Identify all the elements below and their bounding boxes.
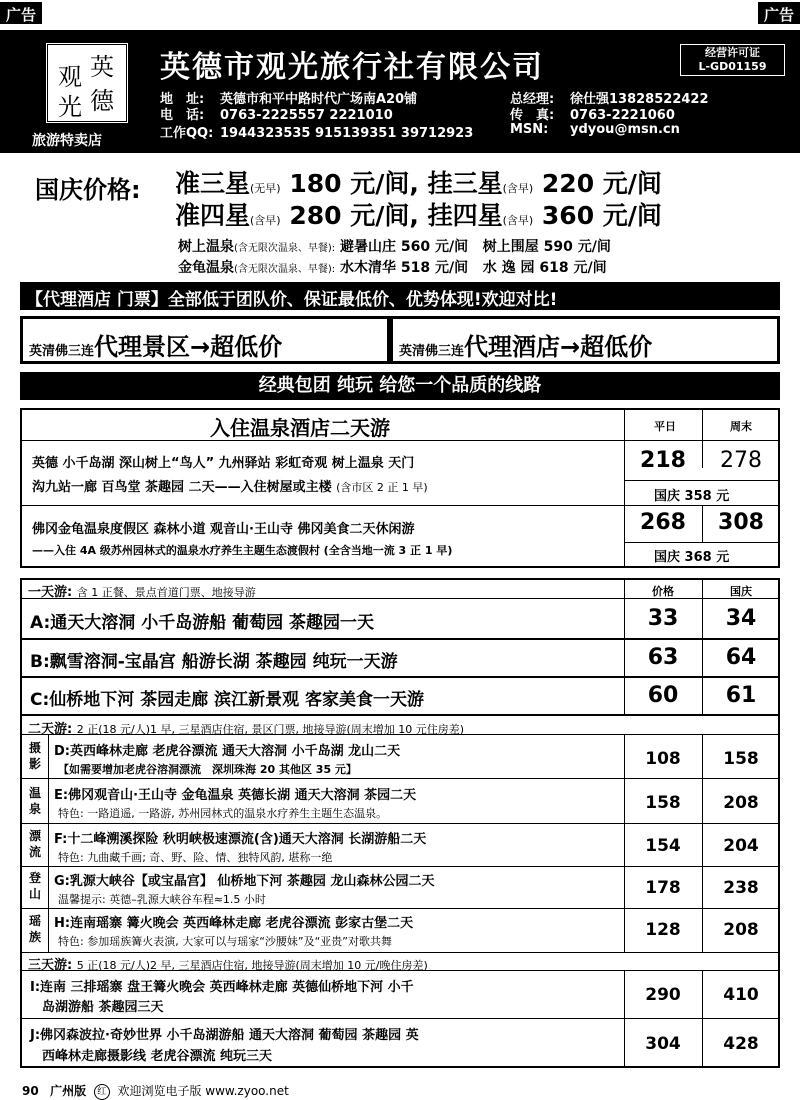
category-label: 漂流 [28, 829, 41, 859]
tour-route: G:乳源大峡谷【或宝晶宫】 仙桥地下河 茶趣园 龙山森林公园二天 [54, 874, 435, 889]
tour-price-national-day: 61 [725, 683, 757, 708]
route-text: ——入住 4A 级苏州园林式的温泉水疗养生主题生态渡假村 [32, 544, 320, 557]
tour-price-national-day: 204 [723, 836, 759, 856]
tour-route: E:佛冈观音山·王山寺 金龟温泉 英德长湖 通天大溶洞 茶园二天 [54, 788, 417, 803]
route-line [32, 542, 452, 558]
page-footer [22, 1082, 289, 1100]
spring-name: 树上温泉 [178, 239, 234, 255]
tour-price-national-day: 34 [725, 606, 757, 631]
promo-scenic [20, 316, 390, 364]
tour-price: 108 [645, 749, 681, 769]
phone-key: 电 话: [160, 108, 205, 123]
hotel-price: 360 元/间 [541, 201, 662, 230]
tour-route: I:连南 三排瑶寨 盘王篝火晚会 英西峰林走廊 英德仙桥地下河 小千 [30, 980, 414, 995]
spring-name: 金龟温泉 [178, 260, 234, 276]
fax-row [510, 104, 675, 123]
price-national-day: 国庆 358 元 [654, 489, 730, 504]
tour-price: 63 [647, 645, 679, 670]
hotel-grade: 挂三星 [427, 169, 503, 198]
fax-key: 传 真: [510, 108, 555, 123]
hotel-price: 180 元/间, [289, 169, 419, 198]
qq-row [160, 122, 473, 141]
two-day-title: 二天游: [28, 722, 73, 737]
spring-room-price: 避暑山庄 560 元/间 [340, 239, 469, 255]
license-title: 经营许可证 [705, 46, 760, 59]
tour-price-national-day: 208 [723, 793, 759, 813]
meal-note: (含早) [502, 182, 534, 195]
website-link[interactable]: 欢迎浏览电子版 www.zyoo.net [117, 1084, 289, 1098]
tour-route: 西峰林走廊摄影线 老虎谷漂流 纯玩三天 [42, 1049, 273, 1064]
tour-route: F:十二峰溯溪探险 秋明峡极速漂流(含)通天大溶洞 长湖游船二天 [54, 832, 427, 847]
three-day-note: 5 正(18 元/人)2 早, 三星酒店住宿, 地接导游(周末增加 10 元/晚住房差) [76, 959, 428, 972]
classic-banner: 经典包团 纯玩 给您一个品质的线路 [20, 372, 780, 400]
tour-price-national-day: 208 [723, 920, 759, 940]
promo-hotel [390, 316, 780, 364]
price-line-1 [175, 164, 662, 200]
company-name: 英德市观光旅行社有限公司 [160, 50, 544, 85]
three-day-header [28, 954, 428, 973]
route-line: 佛冈金龟温泉度假区 森林小道 观音山·王山寺 佛冈美食二天休闲游 [32, 522, 415, 537]
tour-note: 特色: 一路逍遥, 一路游, 苏州园林式的温泉水疗养生主题生态温泉。 [58, 807, 388, 820]
meal-note: (无早) [250, 182, 281, 195]
tour-price: 290 [645, 985, 681, 1005]
msn-key: MSN: [510, 122, 549, 137]
tour-price: 128 [645, 920, 681, 940]
hotel-price: 220 元/间 [541, 169, 662, 198]
category-label: 登山 [28, 871, 41, 901]
tour-price: 304 [645, 1034, 681, 1054]
publisher-logo-icon: 红 [94, 1084, 110, 1100]
one-day-note: 含 1 正餐、景点首道门票、地接导游 [76, 586, 256, 599]
tour-price: 158 [645, 793, 681, 813]
phone-row [160, 104, 393, 123]
tour-route: 岛湖游船 茶趣园三天 [42, 1000, 164, 1015]
hotel-price: 280 元/间, [289, 201, 419, 230]
promo-prefix: 英清佛三连 [29, 344, 95, 359]
tour-price: 154 [645, 836, 681, 856]
company-logo [45, 42, 129, 124]
one-day-header [28, 581, 256, 600]
tour-price: 60 [647, 683, 679, 708]
tour-price-national-day: 158 [723, 749, 759, 769]
tour-price-national-day: 238 [723, 878, 759, 898]
ad-label-left: 广告 [0, 2, 42, 24]
ad-label-right: 广告 [758, 2, 800, 24]
one-day-title: 一天游: [28, 585, 73, 600]
manager-key: 总经理: [510, 92, 555, 107]
tour-price: 178 [645, 878, 681, 898]
edition-label: 广州版 [50, 1084, 87, 1098]
qq-value: 1944323535 915139351 39712923 [220, 126, 474, 141]
spring-line-2 [178, 257, 607, 277]
logo-char: 观 [58, 63, 82, 91]
spring-room-price: 树上围屋 590 元/间 [482, 239, 611, 255]
route-text: 沟九站一廊 百鸟堂 茶趣园 二天——入住树屋或主楼 [32, 480, 332, 495]
tour-price: 33 [647, 606, 679, 631]
hotel-grade: 挂四星 [427, 201, 503, 230]
national-day-title: 国庆价格: [35, 176, 141, 204]
tour-route: A:通天大溶洞 小千岛游船 葡萄园 茶趣园一天 [30, 613, 375, 633]
company-header [0, 30, 800, 153]
header-weekend: 周末 [730, 420, 752, 433]
logo-char: 英 [90, 53, 114, 81]
hotspring-title: 入住温泉酒店二天游 [210, 416, 390, 440]
license-box [680, 44, 785, 76]
address-value: 英德市和平中路时代广场南A20铺 [220, 92, 418, 107]
route-line: 英德 小千岛湖 深山树上“鸟人” 九州驿站 彩虹奇观 树上温泉 天门 [32, 456, 415, 471]
header-weekday: 平日 [654, 420, 676, 433]
price-weekend: 278 [720, 448, 762, 473]
category-label: 瑶族 [28, 914, 41, 944]
tour-route: B:飘雪溶洞-宝晶宫 船游长湖 茶趣园 纯玩一天游 [30, 652, 398, 672]
spring-room-price: 水木清华 518 元/间 [340, 260, 469, 276]
agent-banner: 【代理酒店 门票】全部低于团队价、保证最低价、优势体现!欢迎对比! [20, 282, 780, 310]
price-weekday: 218 [640, 448, 686, 473]
spring-room-price: 水 逸 园 618 元/间 [482, 260, 607, 276]
price-weekend: 308 [718, 510, 764, 535]
header-national-day: 国庆 [730, 585, 752, 598]
price-line-2 [175, 196, 662, 232]
shop-name: 旅游特卖店 [32, 133, 102, 149]
three-day-title: 三天游: [28, 958, 73, 973]
two-day-header [28, 718, 464, 737]
promo-prefix: 英清佛三连 [399, 344, 465, 359]
tour-price-national-day: 64 [725, 645, 757, 670]
tour-route: J:佛冈森波拉·奇妙世界 小千岛湖游船 通天大溶洞 葡萄园 茶趣园 英 [30, 1028, 419, 1043]
tour-note: 【如需要增加老虎谷溶洞漂流 深圳珠海 20 其他区 35 元】 [58, 763, 357, 776]
meal-note: (含早) [250, 214, 281, 227]
route-note: (含市区 2 正 1 早) [336, 481, 428, 494]
msn-row [510, 122, 680, 137]
tour-note: 特色: 九曲藏千画; 奇、野、险、情、独特风韵, 堪称一绝 [58, 851, 333, 864]
page-number: 90 [22, 1084, 39, 1098]
fax-value: 0763-2221060 [570, 108, 675, 123]
manager-value: 徐仕强13828522422 [570, 92, 709, 107]
meal-note: (含早) [502, 214, 534, 227]
two-day-note: 2 正(18 元/人)1 早, 三星酒店住宿, 景区门票, 地接导游(周末增加 10 元住房差) [76, 723, 465, 736]
spring-note: (含无限次温泉、早餐): [234, 243, 336, 254]
tour-route: C:仙桥地下河 茶园走廊 滨江新景观 客家美食一天游 [30, 690, 425, 710]
hotel-grade: 准三星 [175, 169, 251, 198]
route-line [32, 476, 428, 495]
promo-headline: 代理景区→超低价 [94, 333, 283, 361]
hotel-grade: 准四星 [175, 201, 251, 230]
tour-note: 特色: 参加瑶族篝火表演, 大家可以与瑶家“沙腰妹”及“亚贵”对歌共舞 [58, 935, 392, 948]
price-weekday: 268 [640, 510, 686, 535]
logo-char: 光 [58, 93, 82, 121]
qq-key: 工作QQ: [160, 126, 214, 141]
spring-line-1 [178, 236, 611, 256]
category-label: 温泉 [28, 786, 41, 816]
license-number: L-GD01159 [698, 60, 767, 73]
tour-route: D:英西峰林走廊 老虎谷漂流 通天大溶洞 小千岛湖 龙山二天 [54, 744, 401, 759]
tour-note: 温馨提示: 英德–乳源大峡谷车程≈1.5 小时 [58, 893, 266, 906]
tour-price-national-day: 410 [723, 985, 759, 1005]
route-note: (全含当地一流 3 正 1 早) [323, 544, 453, 557]
logo-char: 德 [90, 87, 114, 115]
tour-route: H:连南瑶寨 篝火晚会 英西峰林走廊 老虎谷漂流 彭家古堡二天 [54, 916, 414, 931]
price-national-day: 国庆 368 元 [654, 550, 730, 565]
tour-price-national-day: 428 [723, 1034, 759, 1054]
promo-headline: 代理酒店→超低价 [464, 333, 653, 361]
spring-note: (含无限次温泉、早餐): [234, 264, 336, 275]
phone-value: 0763-2225557 2221010 [220, 108, 393, 123]
category-label: 摄影 [28, 741, 41, 771]
msn-value: ydyou@msn.cn [570, 122, 680, 137]
header-price: 价格 [652, 585, 674, 598]
address-key: 地 址: [160, 92, 205, 107]
